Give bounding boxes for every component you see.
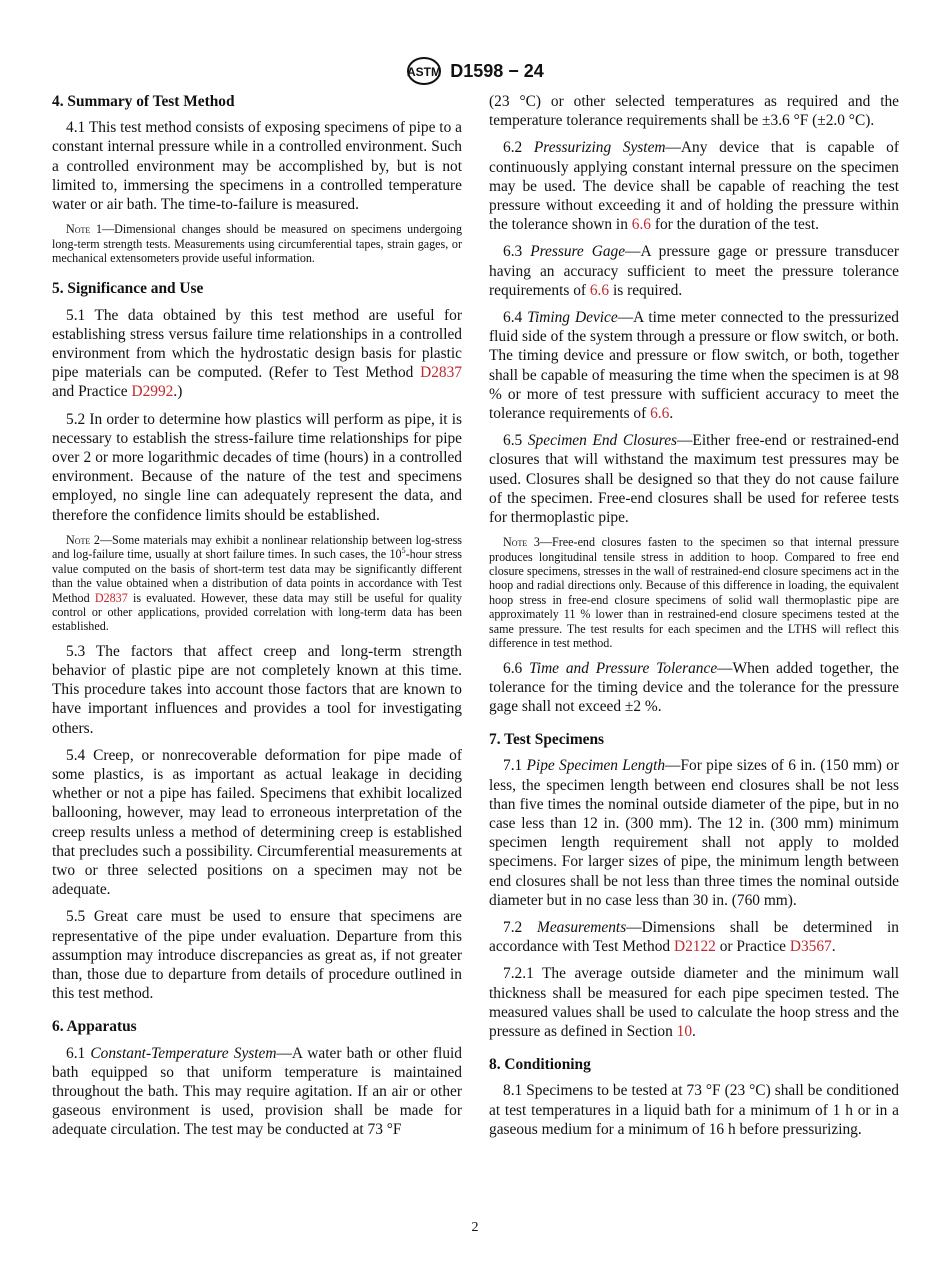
text-segment: 6.6 xyxy=(503,659,530,677)
reference-link[interactable]: 6.6 xyxy=(589,281,610,299)
paragraph xyxy=(52,410,462,525)
text-segment: is evaluated. However, these data may still be useful for quality control or other applications, provided correlation with long-term data has been established. xyxy=(52,590,462,634)
text-segment: 5.3 The factors that affect creep and long-term strength behavior of plastic pipe are not completely known at this time. This procedure takes into account those factors that are known to have important influences and provides a tool for investigating others. xyxy=(52,642,462,737)
section-heading xyxy=(489,1055,899,1074)
text-segment: 5.4 Creep, or nonrecoverable deformation for pipe made of some plastics, is as important as actual leakage in deciding whether or not a pipe has failed. Specimens that exhibit localized ballooning, however, may lead to erroneous interpretation of the creep results unless a method of determining creep is established that precludes such a possibility. Circumferential measurements at two or three selected positions on a specimen may not be adequate. xyxy=(52,746,462,899)
paragraph xyxy=(489,659,899,717)
text-segment: Note xyxy=(66,532,91,547)
paragraph xyxy=(52,118,462,214)
paragraph xyxy=(489,138,899,234)
note xyxy=(489,535,899,650)
text-segment: 1—Dimensional changes should be measured on specimens undergoing long-term strength tests. Measurements using circumferential tapes, strain gages, or mechanical extensometers provide useful information. xyxy=(52,222,462,266)
text-segment: Note xyxy=(503,535,528,550)
text-segment: for the duration of the test. xyxy=(651,216,819,234)
text-segment: 7.2.1 The average outside diameter and the minimum wall thickness shall be measured for each pipe specimen tested. The measured values shall be used to calculate the hoop stress and the pressure as defined in Section xyxy=(489,965,899,1040)
italic-term: Specimen End Closures xyxy=(527,432,678,450)
text-segment: 5.2 In order to determine how plastics will perform as pipe, it is necessary to establish the stress-failure time relationships for pipe over 2 or more logarithmic decades of time (hours) in a controlled environment. Because of the nature of the test and specimens employed, no single line can adequately represent the data, and therefore the confidence limits should be established. xyxy=(52,410,462,524)
text-segment: 8. Conditioning xyxy=(489,1056,591,1074)
reference-link[interactable]: D2992 xyxy=(131,383,174,401)
text-segment: .) xyxy=(173,383,183,401)
paragraph xyxy=(489,308,899,423)
text-segment: . xyxy=(692,1022,696,1040)
paragraph xyxy=(489,964,899,1041)
text-segment: 6.3 xyxy=(503,243,531,261)
astm-logo-icon xyxy=(406,56,442,86)
text-segment: 6.5 xyxy=(503,432,528,450)
document-id: D1598 − 24 xyxy=(450,60,544,81)
paragraph xyxy=(52,907,462,1003)
left-column xyxy=(52,92,462,1148)
text-segment: —When added together, the tolerance for the timing device and the tolerance for the pressure gage shall not exceed ±2 %. xyxy=(489,659,899,715)
paragraph xyxy=(489,918,899,956)
italic-term: Pipe Specimen Length xyxy=(526,757,666,775)
section-heading xyxy=(52,279,462,298)
text-segment: or Practice xyxy=(715,938,790,956)
text-segment: —Either free-end or restrained-end closures that will withstand the maximum test pressures may be used. Closures shall be designed so that they do not cause failure of the specimen. Free-end closures shall be used for referee tests for thermoplastic pipe. xyxy=(489,432,899,527)
text-segment: 3—Free-end closures fasten to the specimen so that internal pressure produces longitudinal tensile stress in addition to hoop. Compared to free end closure specimens, stresses in the wall of restrained-end closure specimens act in the hoop and radial directions only. Because of this difference in loading, the equivalent hoop stress in free-end closure specimens of solid wall thermoplastic pipe are approximately 11 % lower than in restrained-end closure specimens tested at the same pressure. The test results for each specimen and the LTHS will reflect this difference in test method. xyxy=(489,535,899,651)
reference-link[interactable]: D3567 xyxy=(789,938,832,956)
text-segment: —A pressure gage or pressure transducer having an accuracy sufficient to meet the pressure tolerance requirements of xyxy=(489,243,899,299)
text-segment: 6.1 xyxy=(66,1044,91,1062)
paragraph xyxy=(52,306,462,402)
text-segment: —Dimensions shall be determined in accordance with Test Method xyxy=(489,918,899,956)
reference-link[interactable]: D2837 xyxy=(420,364,462,382)
italic-term: Pressure Gage xyxy=(530,243,626,261)
page-header xyxy=(0,56,950,86)
italic-term: Measurements xyxy=(537,918,627,936)
paragraph xyxy=(489,242,899,300)
text-segment: 7.2 xyxy=(503,918,538,936)
text-segment: —A time meter connected to the pressurized fluid side of the system through a pressure or flow switch, or both. The timing device and pressure or flow switch, or both, together shall be capable of measuring the time when the specimen is at 98 % or more of test pressure with sufficient accuracy to meet the tolerance requirements of xyxy=(489,309,899,423)
section-heading xyxy=(52,1017,462,1036)
text-segment: 6. Apparatus xyxy=(52,1018,137,1036)
text-segment: —Any device that is capable of continuously applying constant internal pressure on the specimen may be used. The device shall be capable of reaching the test pressure without exceeding it and of holding the pressure within the tolerance shown in xyxy=(489,139,899,234)
note xyxy=(52,222,462,265)
italic-term: Constant-Temperature System xyxy=(90,1044,277,1062)
section-heading xyxy=(52,92,462,111)
text-segment: 5. Significance and Use xyxy=(52,280,204,298)
page-number: 2 xyxy=(471,1220,479,1235)
text-segment: 8.1 Specimens to be tested at 73 °F (23 °C) shall be conditioned at test temperatures in a liquid bath for a minimum of 1 h or in a gaseous medium for a minimum of 16 h before pressurizing. xyxy=(489,1082,899,1138)
reference-link[interactable]: 6.6 xyxy=(650,405,670,423)
paragraph xyxy=(52,1044,462,1140)
text-segment: 5.5 Great care must be used to ensure that specimens are representative of the pipe under evaluation. Departure from this assumption may introduce discrepancies as great as, if not greater than, those due to departure from details of procedure outlined in this test method. xyxy=(52,908,462,1003)
text-segment: 5 xyxy=(401,546,406,556)
reference-link[interactable]: D2122 xyxy=(673,938,716,956)
text-segment: 7.1 xyxy=(503,757,527,775)
paragraph xyxy=(489,431,899,527)
text-segment: -hour stress value computed on the basis of short-term test data may be significantly different than the value obtained when a distribution of data points in accordance with Test Method xyxy=(52,547,462,605)
text-segment: . xyxy=(831,938,836,956)
text-segment: . xyxy=(669,405,674,423)
italic-term: Timing Device xyxy=(527,309,618,327)
text-segment: 6.4 xyxy=(503,309,528,327)
right-column xyxy=(489,92,899,1147)
text-segment: —For pipe sizes of 6 in. (150 mm) or less, the specimen length between end closures shall be not less than five times the nominal outside diameter of the pipe, but in no case less than 12 in. (300 mm). The 12 in. (300 mm) minimum specimen length requirement shall not apply to molded specimens. For larger sizes of pipe, the minimum length between end closures shall be not less than three times the nominal outside diameter but in no case less than 30 in. (760 mm). xyxy=(489,757,899,909)
note xyxy=(52,533,462,634)
text-segment: 4.1 This test method consists of exposing specimens of pipe to a constant internal pressure while in a controlled environment. Such a controlled environment may be accomplished by, but is not limited to, immersing the specimens in a controlled temperature water or air bath. The time-to-failure is measured. xyxy=(52,119,462,214)
text-segment: 2—Some materials may exhibit a nonlinear relationship between log-stress and log-failure time, usually at short failure times. In such cases, the 10 xyxy=(52,532,462,562)
paragraph xyxy=(52,642,462,738)
text-segment: 5.1 The data obtained by this test method are useful for establishing stress versus failure time relationships in a controlled environment from which the hydrostatic design basis for plastic pipe materials can be computed. (Refer to Test Method xyxy=(52,306,462,382)
paragraph xyxy=(489,756,899,910)
text-segment: (23 °C) or other selected temperatures as required and the temperature tolerance requirements shall be ±3.6 °F (±2.0 °C). xyxy=(489,93,899,130)
text-segment: —A water bath or other fluid bath equipped so that uniform temperature is maintained throughout the bath. This may require agitation. If an air or other gaseous environment is used, provision shall be made for adequate circulation. The test may be conducted at 73 °F xyxy=(52,1044,462,1139)
italic-term: Time and Pressure Tolerance xyxy=(529,659,718,677)
section-heading xyxy=(489,730,899,749)
text-segment: and Practice xyxy=(52,383,132,401)
paragraph xyxy=(52,746,462,900)
text-segment: 6.2 xyxy=(503,139,534,157)
svg-text:ASTM: ASTM xyxy=(407,65,442,79)
reference-link[interactable]: D2837 xyxy=(94,590,128,605)
paragraph xyxy=(489,92,899,130)
text-segment: Note xyxy=(66,222,91,237)
reference-link[interactable]: 6.6 xyxy=(631,216,651,234)
text-segment: 7. Test Specimens xyxy=(489,731,605,749)
italic-term: Pressurizing System xyxy=(533,139,666,157)
text-segment: is required. xyxy=(609,281,683,299)
reference-link[interactable]: 10 xyxy=(676,1022,693,1040)
text-segment: 4. Summary of Test Method xyxy=(52,93,235,110)
paragraph xyxy=(489,1081,899,1139)
